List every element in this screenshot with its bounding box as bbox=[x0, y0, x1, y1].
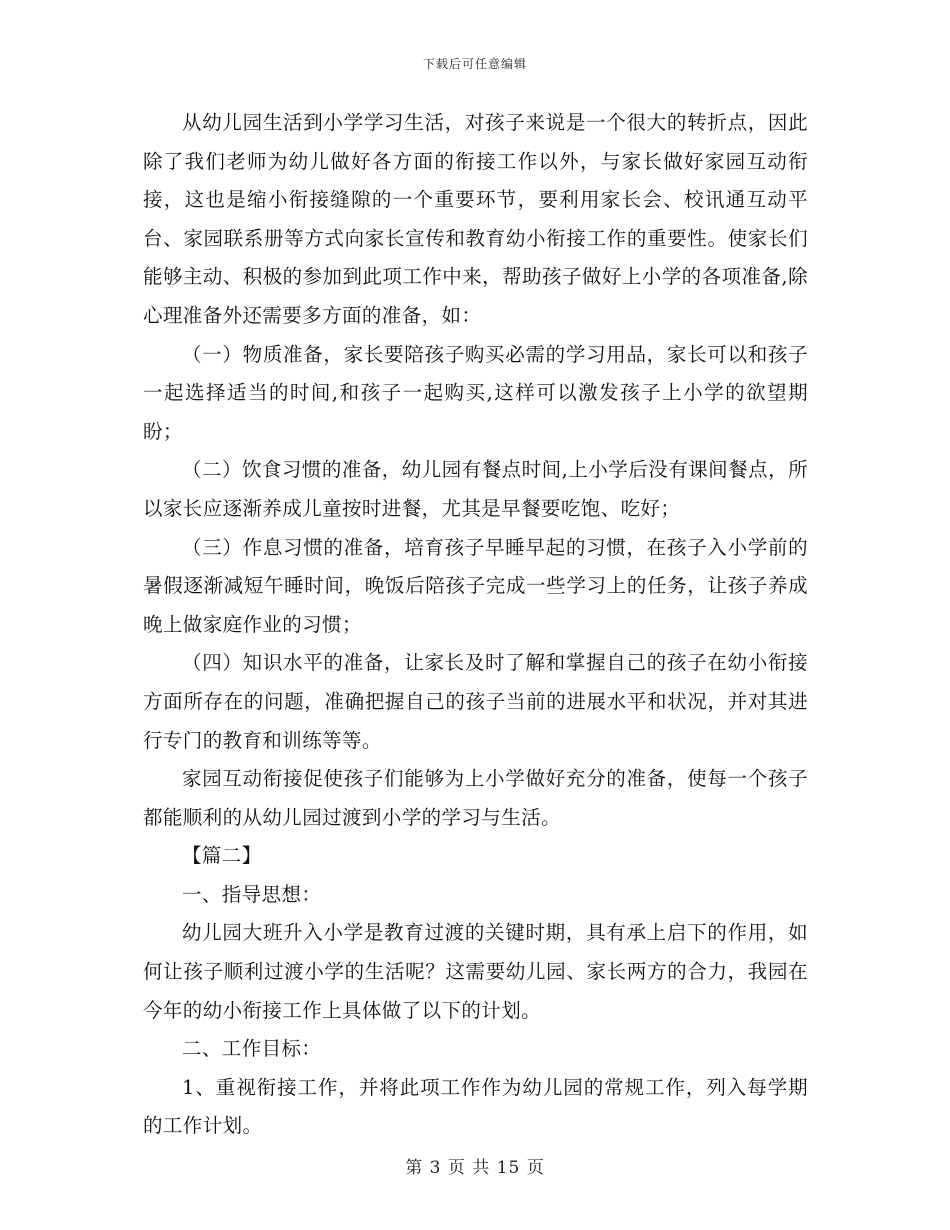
paragraph-guiding-ideology: 幼儿园大班升入小学是教育过渡的关键时期，具有承上启下的作用，如何让孩子顺利过渡小学的生活呢？这需要幼儿园、家长两方的合力，我园在今年的幼小衔接工作上具体做了以下的计划。 bbox=[143, 921, 808, 1022]
section-heading-part-two: 【篇二】 bbox=[182, 844, 262, 868]
paragraph-goal-1: 1、重视衔接工作，并将此项工作作为幼儿园的常规工作，列入每学期的工作计划。 bbox=[143, 1075, 808, 1138]
page-footer: 第 3 页 共 15 页 bbox=[405, 1158, 545, 1178]
heading-guiding-ideology: 一、指导思想： bbox=[182, 882, 322, 906]
page-header: 下载后可任意编辑 bbox=[422, 57, 527, 71]
paragraph-rest-habits: （三）作息习惯的准备，培育孩子早睡早起的习惯，在孩子入小学前的暑假逐渐减短午睡时间，晚饭后陪孩子完成一些学习上的任务，让孩子养成晚上做家庭作业的习惯； bbox=[143, 535, 808, 636]
paragraph-diet-habits: （二）饮食习惯的准备，幼儿园有餐点时间,上小学后没有课间餐点，所以家长应逐渐养成儿童按时进餐，尤其是早餐要吃饱、吃好； bbox=[143, 458, 808, 520]
paragraph-knowledge-level: （四）知识水平的准备，让家长及时了解和掌握自己的孩子在幼小衔接方面所存在的问题，准确把握自己的孩子当前的进展水平和状况，并对其进行专门的教育和训练等等。 bbox=[143, 651, 808, 752]
paragraph-material-preparation: （一）物质准备，家长要陪孩子购买必需的学习用品，家长可以和孩子一起选择适当的时间,和孩子一起购买,这样可以激发孩子上小学的欲望期盼； bbox=[143, 342, 808, 443]
heading-work-goals: 二、工作目标： bbox=[182, 1037, 322, 1061]
paragraph-conclusion: 家园互动衔接促使孩子们能够为上小学做好充分的准备，使每一个孩子都能顺利的从幼儿园过渡到小学的学习与生活。 bbox=[143, 767, 808, 829]
paragraph-intro: 从幼儿园生活到小学学习生活，对孩子来说是一个很大的转折点，因此除了我们老师为幼儿做好各方面的衔接工作以外，与家长做好家园互动衔接，这也是缩小衔接缝隙的一个重要环节，要利用家长会、校讯通互动平台、家园联系册等方式向家长宣传和教育幼小衔接工作的重要性。使家长们能够主动、积极的参加到此项工作中来，帮助孩子做好上小学的各项准备,除心理准备外还需要多方面的准备，如： bbox=[143, 111, 808, 327]
document-body bbox=[143, 104, 808, 1146]
